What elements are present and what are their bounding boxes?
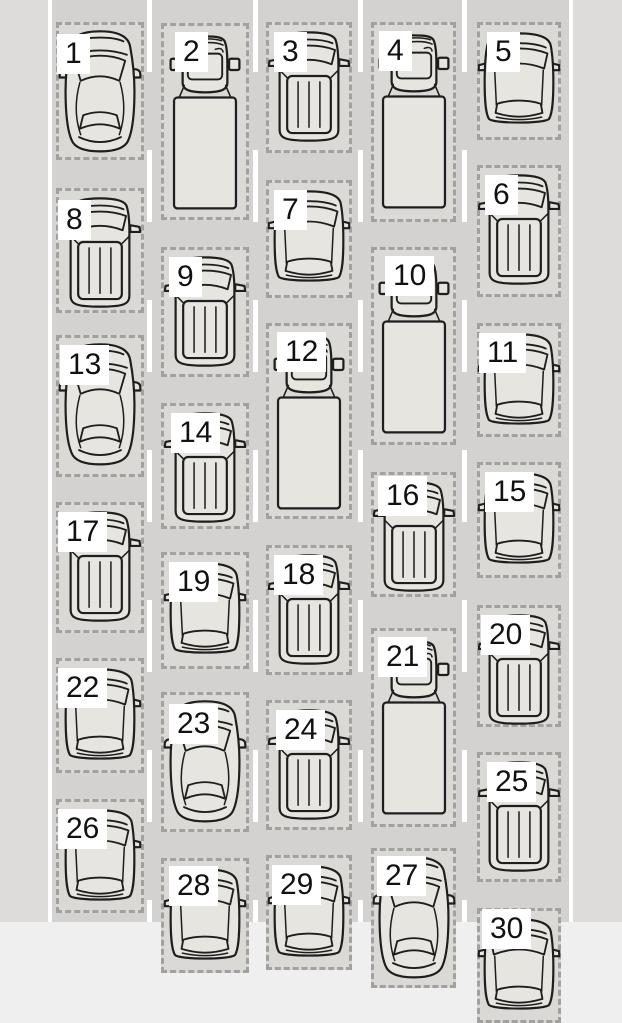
parking-spot-9[interactable]	[161, 247, 249, 377]
parking-spot-28[interactable]	[161, 858, 249, 973]
spot-number-label: 2	[175, 32, 208, 72]
parking-spot-30[interactable]	[477, 908, 561, 1023]
spot-number-label: 26	[58, 809, 107, 849]
parking-spot-12[interactable]	[266, 323, 352, 519]
spot-number-label: 5	[487, 32, 520, 72]
lane-line	[253, 0, 258, 922]
parking-spot-3[interactable]	[266, 22, 352, 153]
right-curb	[573, 0, 622, 922]
parking-spot-25[interactable]	[477, 752, 561, 882]
parking-spot-4[interactable]	[371, 22, 456, 222]
parking-spot-19[interactable]	[161, 552, 249, 669]
spot-number-label: 3	[274, 32, 307, 72]
spot-number-label: 8	[58, 200, 91, 240]
spot-number-label: 19	[169, 562, 218, 602]
parking-spot-7[interactable]	[266, 180, 352, 298]
spot-number-label: 10	[385, 256, 434, 296]
spot-number-label: 29	[272, 865, 321, 905]
spot-number-label: 15	[485, 472, 534, 512]
spot-number-label: 23	[169, 704, 218, 744]
spot-number-label: 22	[58, 668, 107, 708]
spot-number-label: 13	[60, 345, 109, 385]
spot-number-label: 28	[169, 866, 218, 906]
parking-spot-5[interactable]	[477, 22, 561, 140]
parking-spot-17[interactable]	[56, 502, 144, 633]
parking-spot-26[interactable]	[56, 799, 144, 913]
parking-spot-10[interactable]	[371, 247, 456, 445]
parking-spot-11[interactable]	[477, 323, 561, 437]
spot-number-label: 14	[171, 413, 220, 453]
spot-number-label: 21	[378, 637, 427, 677]
parking-spot-18[interactable]	[266, 545, 352, 675]
parking-spot-27[interactable]	[371, 848, 456, 988]
spot-number-label: 11	[479, 333, 526, 373]
spot-number-label: 24	[276, 710, 325, 750]
parking-spot-2[interactable]	[161, 23, 249, 220]
parking-spot-8[interactable]	[56, 188, 144, 313]
spot-number-label: 1	[57, 34, 90, 74]
lane-line	[569, 0, 573, 922]
spot-number-label: 20	[481, 615, 530, 655]
lane-line	[147, 0, 152, 922]
spot-number-label: 16	[378, 476, 427, 516]
parking-spot-14[interactable]	[161, 403, 249, 529]
parking-spot-21[interactable]	[371, 628, 456, 827]
spot-number-label: 17	[58, 512, 107, 552]
left-curb	[0, 0, 48, 922]
parking-spot-23[interactable]	[161, 692, 249, 832]
spot-number-label: 25	[487, 762, 536, 802]
lane-line	[462, 0, 467, 922]
spot-number-label: 12	[277, 332, 326, 372]
spot-number-label: 6	[485, 175, 518, 215]
parking-spot-6[interactable]	[477, 165, 561, 297]
parking-spot-16[interactable]	[371, 472, 456, 597]
spot-number-label: 4	[379, 31, 412, 71]
spot-number-label: 7	[274, 190, 307, 230]
parking-spot-13[interactable]	[56, 335, 144, 477]
lane-line	[48, 0, 52, 922]
parking-spot-20[interactable]	[477, 605, 561, 727]
spot-number-label: 9	[169, 257, 202, 297]
spot-number-label: 27	[377, 856, 426, 896]
parking-spot-1[interactable]	[56, 22, 144, 160]
lane-line	[358, 0, 363, 922]
spot-number-label: 30	[482, 909, 531, 949]
parking-spot-22[interactable]	[56, 658, 144, 773]
parking-spot-15[interactable]	[477, 462, 561, 578]
spot-number-label: 18	[274, 555, 323, 595]
parking-spot-29[interactable]	[266, 855, 352, 970]
parking-spot-24[interactable]	[266, 700, 352, 830]
